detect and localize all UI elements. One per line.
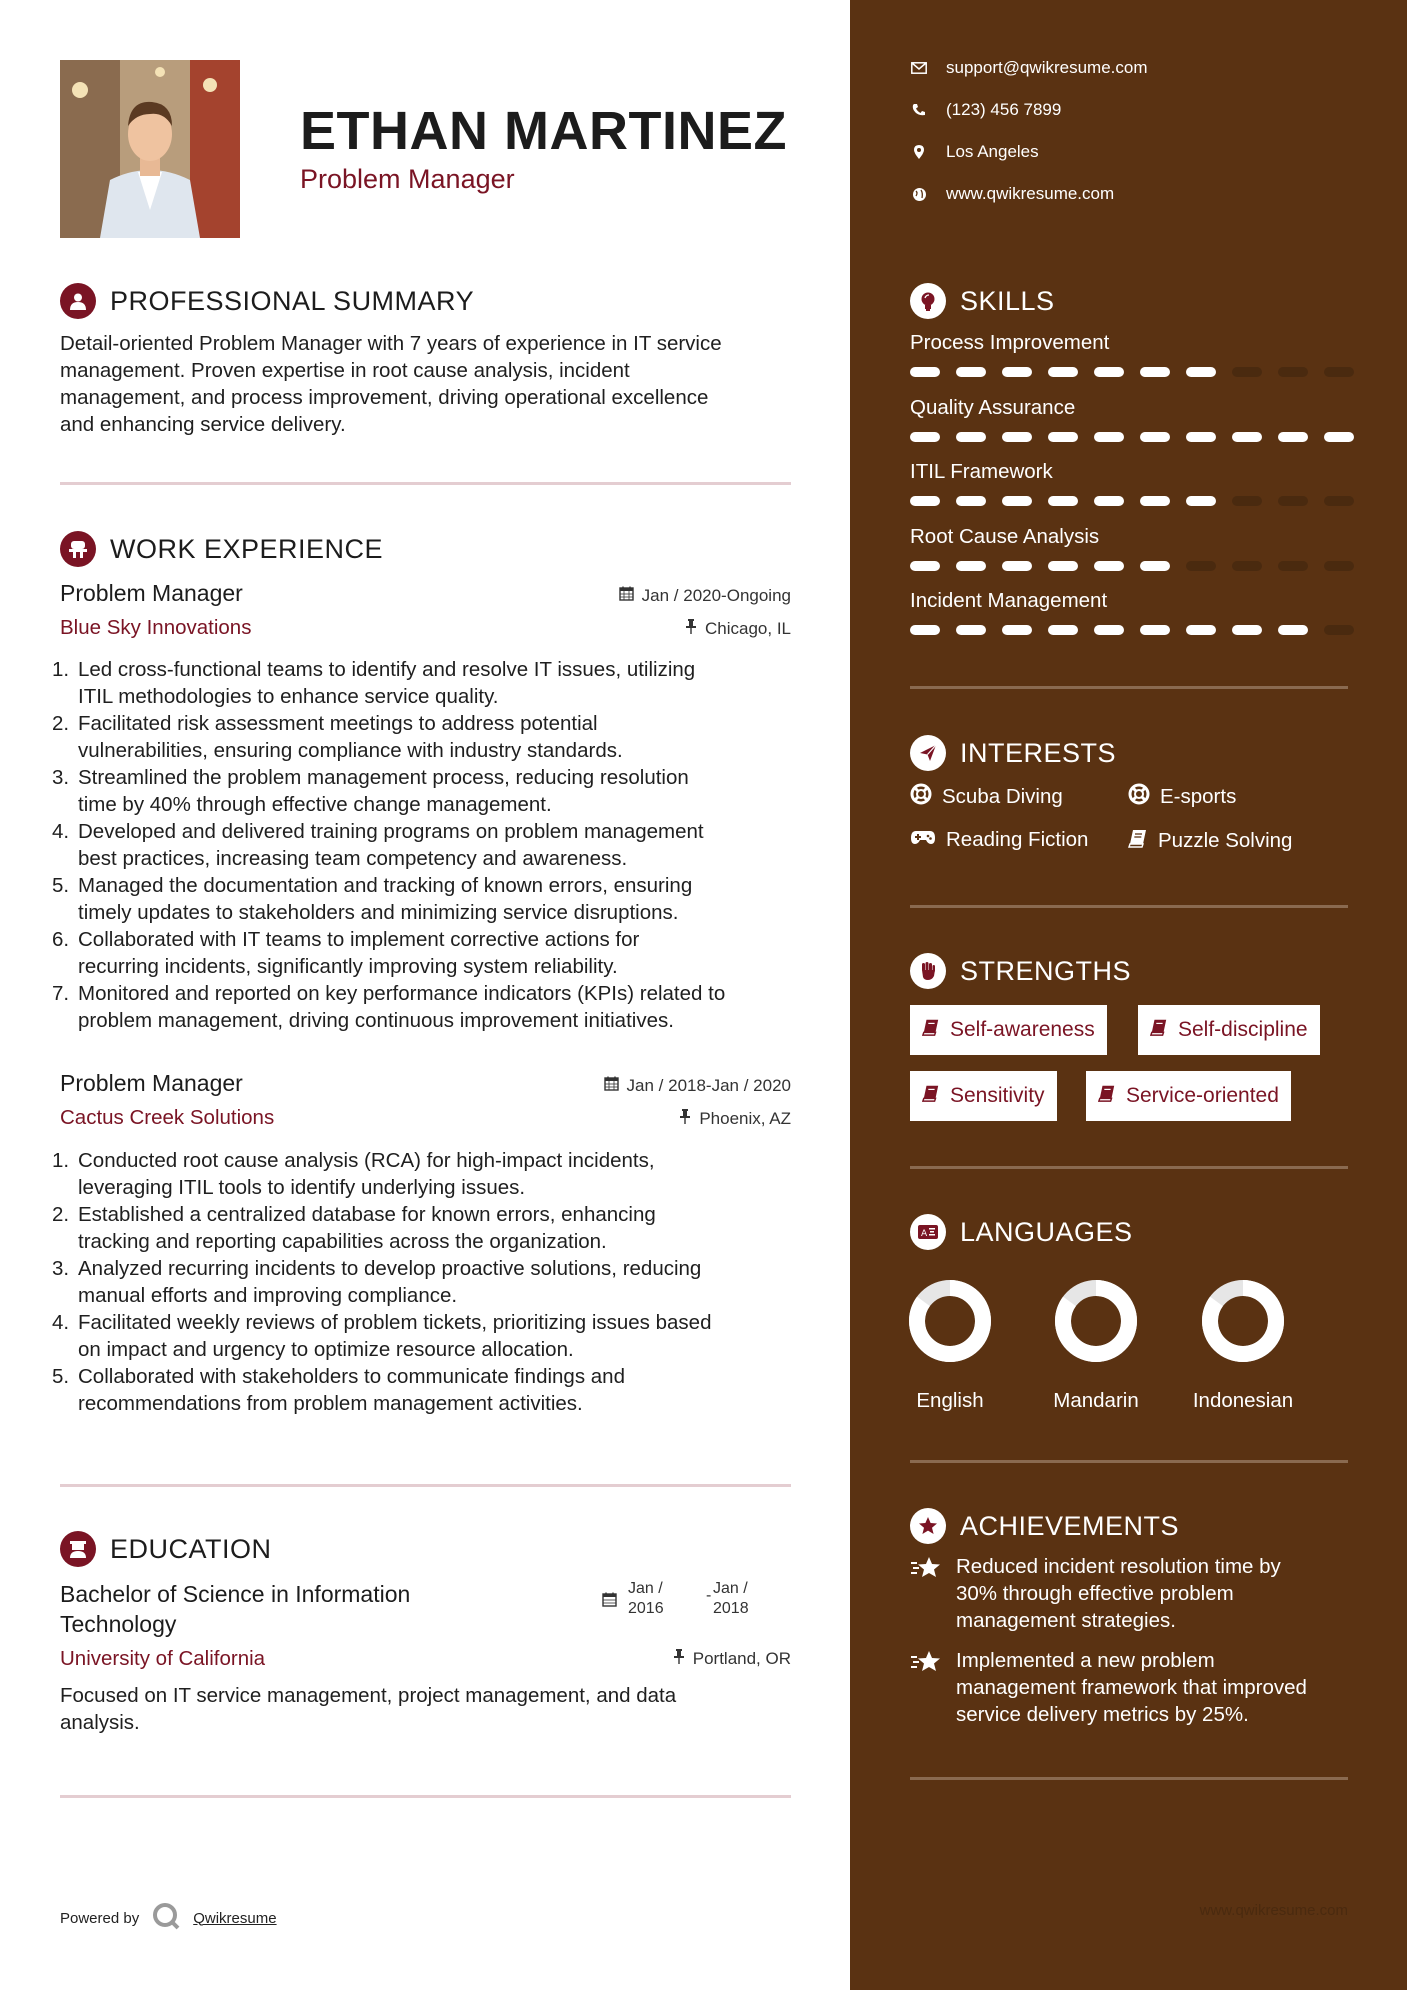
interests-title: INTERESTS — [960, 737, 1117, 768]
skill-dash-filled — [1140, 625, 1170, 635]
skill-dash-empty — [1324, 625, 1354, 635]
job-location — [685, 618, 791, 639]
skill-dash-filled — [1140, 367, 1170, 377]
pin-icon — [673, 1648, 685, 1669]
section-divider — [910, 1166, 1348, 1169]
skill-dash-empty — [1324, 496, 1354, 506]
summary-line: management, and process improvement, driving operational excellence — [60, 386, 709, 409]
job-date-text: Jan / 2020-Ongoing — [641, 586, 791, 605]
skill-level-bar — [910, 561, 1354, 571]
location-icon — [910, 144, 928, 160]
paper-plane-icon — [910, 735, 946, 771]
achievement-line: management framework that improved — [956, 1676, 1307, 1699]
contact-website[interactable] — [910, 184, 1114, 204]
interest-item — [1128, 828, 1292, 854]
date-text: 2016 — [628, 1600, 664, 1617]
pin-icon — [685, 618, 697, 639]
summary-line: Detail-oriented Problem Manager with 7 years of experience in IT service — [60, 332, 722, 355]
achievements-title: ACHIEVEMENTS — [960, 1510, 1180, 1541]
book-icon — [1098, 1084, 1116, 1108]
list-item: 3. Analyzed recurring incidents to develop proactive solutions, reducing manual efforts and improving compliance. — [52, 1257, 702, 1307]
job-location — [679, 1108, 791, 1129]
achievement-line: 30% through effective problem — [956, 1582, 1234, 1605]
skill-dash-filled — [910, 496, 940, 506]
language-name: Mandarin — [1053, 1389, 1139, 1412]
qwikresume-logo-icon — [151, 1901, 181, 1935]
powered-by-text: Powered by — [60, 1909, 140, 1927]
book-icon — [1128, 828, 1148, 854]
skill-dash-filled — [1186, 367, 1216, 377]
skill-dash-empty — [1278, 496, 1308, 506]
interest-label: Reading Fiction — [946, 828, 1089, 851]
language-item — [1036, 1276, 1156, 1413]
footer-site[interactable]: www.qwikresume.com — [1199, 1902, 1348, 1919]
skill-dash-filled — [1186, 432, 1216, 442]
language-item — [1183, 1276, 1303, 1413]
contact-email[interactable] — [910, 58, 1148, 78]
strength-chip — [1086, 1071, 1291, 1121]
skill-dash-filled — [910, 432, 940, 442]
skill-name: Quality Assurance — [910, 395, 1076, 419]
list-item: 5. Collaborated with stakeholders to communicate findings and recommendations from problem management activities. — [52, 1365, 625, 1415]
strength-label: Self-awareness — [950, 1018, 1095, 1041]
section-divider — [60, 482, 791, 485]
skill-dash-filled — [1094, 561, 1124, 571]
job-location-text: Phoenix, AZ — [699, 1108, 791, 1128]
location-text: Los Angeles — [946, 142, 1039, 161]
languages-title: LANGUAGES — [960, 1216, 1133, 1247]
skill-dash-filled — [1278, 625, 1308, 635]
skill-dash-filled — [1232, 625, 1262, 635]
candidate-name: ETHAN MARTINEZ — [300, 101, 787, 161]
education-desc — [60, 1682, 800, 1736]
skill-dash-filled — [1186, 625, 1216, 635]
email-text: support@qwikresume.com — [946, 58, 1148, 77]
experience-title: WORK EXPERIENCE — [110, 533, 384, 564]
graduation-icon — [60, 1531, 96, 1567]
contact-phone[interactable] — [910, 100, 1061, 120]
candidate-title: Problem Manager — [300, 164, 515, 194]
strength-label: Sensitivity — [950, 1084, 1045, 1107]
degree-line: Technology — [60, 1611, 177, 1637]
list-item: 2. Established a centralized database for known errors, enhancing tracking and reporting capabilities across the organization. — [52, 1203, 656, 1253]
date-separator: - — [706, 1587, 712, 1604]
skill-level-bar — [910, 496, 1354, 506]
skill-name: Root Cause Analysis — [910, 524, 1100, 548]
skill-dash-filled — [1002, 625, 1032, 635]
profile-photo — [60, 60, 240, 238]
summary-text — [60, 330, 800, 438]
list-item: 4. Facilitated weekly reviews of problem tickets, prioritizing issues based on impact and urgency to optimize resource allocation. — [52, 1311, 712, 1361]
skill-dash-filled — [1002, 561, 1032, 571]
achievement-line: Reduced incident resolution time by — [956, 1555, 1281, 1578]
skill-name: Incident Management — [910, 589, 1108, 612]
skill-dash-filled — [1232, 432, 1262, 442]
skill-dash-filled — [1094, 496, 1124, 506]
achievement-line: service delivery metrics by 25%. — [956, 1703, 1249, 1726]
degree-title — [60, 1579, 410, 1639]
skill-dash-filled — [1002, 496, 1032, 506]
gamepad-icon — [910, 828, 936, 852]
education-title: EDUCATION — [110, 1533, 272, 1564]
skill-name: ITIL Framework — [910, 460, 1053, 483]
language-donut — [1198, 1276, 1288, 1366]
skill-dash-filled — [956, 561, 986, 571]
lifebuoy-icon — [910, 783, 932, 811]
strength-chip — [910, 1071, 1057, 1121]
qwikresume-link[interactable]: Qwikresume — [193, 1909, 277, 1927]
summary-line: management. Proven expertise in root cause analysis, incident — [60, 359, 630, 382]
list-item: 1. Conducted root cause analysis (RCA) for high-impact incidents, leveraging ITIL tools to identify underlying issues. — [52, 1149, 655, 1199]
lifebuoy-icon — [1128, 783, 1150, 811]
skill-dash-filled — [1094, 625, 1124, 635]
job-date — [619, 586, 791, 606]
svg-text:A: A — [921, 1229, 928, 1239]
fist-icon — [910, 953, 946, 989]
degree-line: Bachelor of Science in Information — [60, 1581, 411, 1607]
edu-location — [673, 1648, 791, 1669]
strengths-heading — [910, 953, 1131, 989]
skills-title: SKILLS — [960, 285, 1055, 316]
skill-dash-filled — [1048, 432, 1078, 442]
strength-label: Self-discipline — [1178, 1018, 1308, 1041]
interest-label: Puzzle Solving — [1158, 829, 1293, 852]
skill-dash-filled — [1002, 432, 1032, 442]
skill-dash-filled — [1324, 432, 1354, 442]
date-text: 2018 — [713, 1600, 749, 1617]
achievement-line: Implemented a new problem — [956, 1649, 1215, 1672]
book-icon — [922, 1018, 940, 1042]
section-divider — [60, 1484, 791, 1487]
interest-label: Scuba Diving — [942, 785, 1063, 808]
company-name: Blue Sky Innovations — [60, 616, 252, 639]
skill-dash-filled — [1048, 561, 1078, 571]
achievement-item — [910, 1647, 1350, 1728]
section-divider — [60, 1795, 791, 1798]
skill-dash-filled — [1186, 496, 1216, 506]
languages-heading — [910, 1214, 1133, 1250]
skill-level-bar — [910, 432, 1354, 442]
interest-item — [910, 828, 1088, 852]
language-donut — [1051, 1276, 1141, 1366]
skill-dash-filled — [956, 496, 986, 506]
skill-dash-filled — [1048, 625, 1078, 635]
phone-icon — [910, 103, 928, 117]
skill-level-bar — [910, 367, 1354, 377]
calendar-icon — [619, 586, 634, 606]
job-date-text: Jan / 2018-Jan / 2020 — [626, 1076, 791, 1095]
summary-line: and enhancing service delivery. — [60, 413, 346, 436]
interest-label: E-sports — [1160, 785, 1237, 808]
skill-dash-empty — [1232, 367, 1262, 377]
language-item — [890, 1276, 1010, 1413]
desc-line: Focused on IT service management, project management, and data — [60, 1684, 677, 1707]
website-text: www.qwikresume.com — [946, 184, 1115, 203]
skill-dash-filled — [1048, 367, 1078, 377]
book-icon — [922, 1084, 940, 1108]
skill-dash-filled — [1140, 432, 1170, 442]
book-icon — [1150, 1018, 1168, 1042]
skills-heading — [910, 283, 1055, 319]
skill-dash-empty — [1232, 561, 1262, 571]
skill-dash-filled — [1002, 367, 1032, 377]
briefcase-icon — [60, 531, 96, 567]
skill-dash-empty — [1186, 561, 1216, 571]
globe-icon — [910, 187, 928, 202]
user-icon — [60, 283, 96, 319]
interest-item — [910, 783, 1063, 811]
language-name: English — [916, 1389, 984, 1412]
calendar-icon — [602, 1592, 617, 1612]
skill-dash-filled — [1094, 432, 1124, 442]
edu-location-text: Portland, OR — [692, 1648, 791, 1668]
skill-dash-filled — [1094, 367, 1124, 377]
skill-dash-empty — [1278, 367, 1308, 377]
strength-chip — [1138, 1005, 1320, 1055]
skill-dash-filled — [910, 367, 940, 377]
interests-heading — [910, 735, 1116, 771]
skill-dash-filled — [1140, 496, 1170, 506]
achievements-heading — [910, 1508, 1179, 1544]
skill-dash-filled — [910, 561, 940, 571]
pin-icon — [679, 1108, 691, 1129]
strength-chip — [910, 1005, 1107, 1055]
skill-dash-filled — [1048, 496, 1078, 506]
job-location-text: Chicago, IL — [705, 618, 791, 638]
list-item: 4. Developed and delivered training programs on problem management best practices, increasing team competency and awareness. — [52, 820, 704, 870]
translate-icon — [910, 1214, 946, 1250]
list-item: 6. Collaborated with IT teams to implement corrective actions for recurring incidents, significantly improving system reliability. — [52, 928, 640, 978]
experience-heading — [60, 531, 383, 567]
skill-dash-empty — [1278, 561, 1308, 571]
section-divider — [910, 686, 1348, 689]
list-item: 5. Managed the documentation and tracking of known errors, ensuring timely updates to stakeholders and minimizing service disruptions. — [52, 874, 693, 924]
list-item: 7. Monitored and reported on key performance indicators (KPIs) related to problem management, driving continuous improvement initiatives. — [52, 982, 726, 1032]
envelope-icon — [910, 62, 928, 74]
strengths-title: STRENGTHS — [960, 955, 1132, 986]
section-divider — [910, 905, 1348, 908]
contact-location — [910, 142, 1039, 162]
job-title: Problem Manager — [60, 1070, 243, 1096]
achievement-line: management strategies. — [956, 1609, 1176, 1632]
star-icon — [910, 1553, 942, 1634]
edu-start-date — [628, 1579, 664, 1619]
section-divider — [910, 1460, 1348, 1463]
list-item: 2. Facilitated risk assessment meetings to address potential vulnerabilities, ensuring compliance with industry standards. — [52, 712, 623, 762]
lightbulb-icon — [910, 283, 946, 319]
list-item: 3. Streamlined the problem management process, reducing resolution time by 40% through effective change management. — [52, 766, 689, 816]
skill-dash-filled — [1278, 432, 1308, 442]
summary-heading — [60, 283, 474, 319]
skill-dash-empty — [1324, 367, 1354, 377]
language-donut — [905, 1276, 995, 1366]
education-heading — [60, 1531, 272, 1567]
skill-level-bar — [910, 625, 1354, 635]
school-name: University of California — [60, 1647, 266, 1670]
skill-dash-filled — [956, 432, 986, 442]
footer-powered — [60, 1901, 277, 1935]
summary-title: PROFESSIONAL SUMMARY — [110, 285, 475, 316]
star-icon — [910, 1647, 942, 1728]
job-date — [604, 1076, 791, 1096]
date-text: Jan / — [628, 1580, 663, 1597]
achievement-item — [910, 1553, 1350, 1634]
edu-end-date — [713, 1579, 749, 1619]
calendar-icon — [604, 1076, 619, 1096]
section-divider — [910, 1777, 1348, 1780]
job-bullets — [52, 656, 792, 1034]
skill-dash-filled — [910, 625, 940, 635]
language-name: Indonesian — [1192, 1389, 1294, 1412]
skill-dash-filled — [956, 367, 986, 377]
job-title: Problem Manager — [60, 580, 243, 606]
phone-text: (123) 456 7899 — [946, 100, 1062, 119]
skill-dash-filled — [956, 625, 986, 635]
job-bullets — [52, 1147, 792, 1417]
skill-name: Process Improvement — [910, 331, 1110, 354]
skill-dash-empty — [1232, 496, 1262, 506]
skill-dash-filled — [1140, 561, 1170, 571]
skill-dash-empty — [1324, 561, 1354, 571]
date-text: Jan / — [713, 1580, 748, 1597]
list-item: 1. Led cross-functional teams to identify and resolve IT issues, utilizing ITIL methodologies to enhance service quality. — [52, 658, 696, 708]
interest-item — [1128, 783, 1236, 811]
star-badge-icon — [910, 1508, 946, 1544]
company-name: Cactus Creek Solutions — [60, 1106, 275, 1129]
desc-line: analysis. — [60, 1711, 140, 1734]
strength-label: Service-oriented — [1126, 1084, 1279, 1107]
